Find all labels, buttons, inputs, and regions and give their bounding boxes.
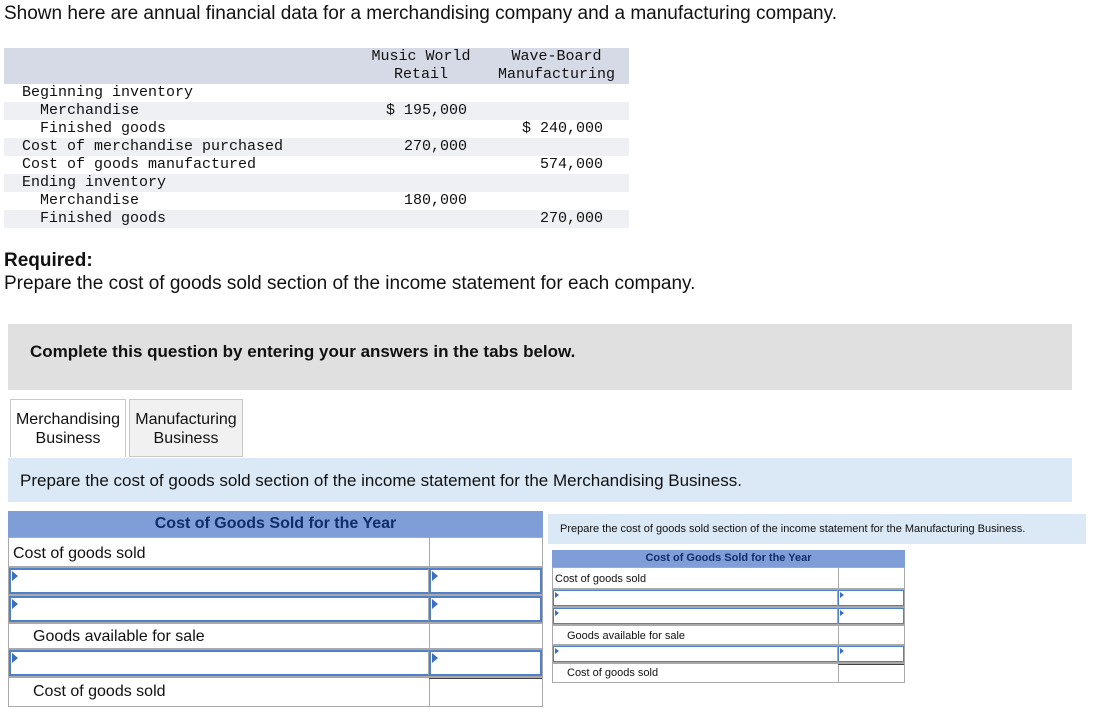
value-music-world: 270,000 xyxy=(403,138,467,155)
manuf-cogs-label: Cost of goods sold xyxy=(555,573,647,585)
merch-input-3-amount[interactable] xyxy=(429,650,542,676)
merch-input-2-amount[interactable] xyxy=(429,596,542,622)
data-table-header xyxy=(4,48,629,84)
manuf-row-cogs-label xyxy=(552,567,905,589)
data-table-row xyxy=(4,120,629,138)
manuf-input-3-amount[interactable] xyxy=(838,646,904,662)
data-table-body xyxy=(4,84,629,228)
col-wave-board: Wave-Board Manufacturing xyxy=(497,48,616,83)
value-music-world: 180,000 xyxy=(403,192,467,209)
manuf-cogs-total-amount[interactable] xyxy=(838,664,904,682)
row-label: Cost of merchandise purchased xyxy=(22,138,284,155)
merch-table-header: Cost of Goods Sold for the Year xyxy=(8,511,543,537)
data-table-row xyxy=(4,210,629,228)
merch-input-2-label[interactable] xyxy=(9,596,429,622)
manuf-available-label: Goods available for sale xyxy=(567,630,686,642)
row-label: Beginning inventory xyxy=(22,84,194,101)
merch-input-1-label[interactable] xyxy=(9,568,429,594)
manuf-row-input-1 xyxy=(552,589,905,607)
required-text: Prepare the cost of goods sold section of the income statement for each company. xyxy=(4,273,696,294)
manuf-row-cogs-total xyxy=(552,663,905,683)
manuf-input-1-label[interactable] xyxy=(553,590,838,606)
tab-merchandising-business[interactable]: Merchandising Business xyxy=(10,399,126,457)
manuf-prompt: Prepare the cost of goods sold section of the income statement for the Manufacturing Business. xyxy=(548,514,1086,544)
merch-prompt: Prepare the cost of goods sold section of the income statement for the Merchandising Business. xyxy=(8,458,1072,502)
merch-input-1-amount[interactable] xyxy=(429,568,542,594)
required-title: Required: xyxy=(4,250,93,271)
data-table-row xyxy=(4,156,629,174)
manuf-input-3-label[interactable] xyxy=(553,646,838,662)
merch-cogs-total-amount[interactable] xyxy=(429,678,542,706)
manuf-input-1-amount[interactable] xyxy=(838,590,904,606)
merch-cogs-label: Cost of goods sold xyxy=(13,545,146,562)
merch-row-input-2 xyxy=(8,595,543,623)
merch-available-label: Goods available for sale xyxy=(33,628,205,645)
instruction-banner: Complete this question by entering your answers in the tabs below. xyxy=(8,324,1072,390)
value-wave-board: 574,000 xyxy=(539,156,603,173)
merch-row-cogs-label xyxy=(8,537,543,567)
tab-manufacturing-business[interactable]: Manufacturing Business xyxy=(129,399,243,457)
manuf-row-available xyxy=(552,625,905,645)
manuf-input-2-amount[interactable] xyxy=(838,608,904,624)
data-table-row xyxy=(4,84,629,102)
row-label: Merchandise xyxy=(40,192,140,209)
data-table-row xyxy=(4,102,629,120)
manuf-table-header: Cost of Goods Sold for the Year xyxy=(552,550,905,567)
manuf-row-input-2 xyxy=(552,607,905,625)
merch-row-input-1 xyxy=(8,567,543,595)
merch-cogs-total-label: Cost of goods sold xyxy=(33,683,166,700)
row-label: Merchandise xyxy=(40,102,140,119)
merch-row-cogs-total xyxy=(8,677,543,707)
value-wave-board: $ 240,000 xyxy=(521,120,603,137)
intro-text: Shown here are annual financial data for a merchandising company and a manufacturing company. xyxy=(4,3,837,24)
col-music-world: Music World Retail xyxy=(371,48,471,83)
row-label: Cost of goods manufactured xyxy=(22,156,257,173)
value-music-world: $ 195,000 xyxy=(385,102,467,119)
value-wave-board: 270,000 xyxy=(539,210,603,227)
merch-row-input-3 xyxy=(8,649,543,677)
row-label: Finished goods xyxy=(40,120,167,137)
manuf-row-input-3 xyxy=(552,645,905,663)
data-table-row xyxy=(4,174,629,192)
data-table-row xyxy=(4,138,629,156)
manuf-input-2-label[interactable] xyxy=(553,608,838,624)
manuf-cogs-total-label: Cost of goods sold xyxy=(567,667,659,679)
row-label: Ending inventory xyxy=(22,174,167,191)
merch-row-available xyxy=(8,623,543,649)
data-table-row xyxy=(4,192,629,210)
merch-input-3-label[interactable] xyxy=(9,650,429,676)
row-label: Finished goods xyxy=(40,210,167,227)
